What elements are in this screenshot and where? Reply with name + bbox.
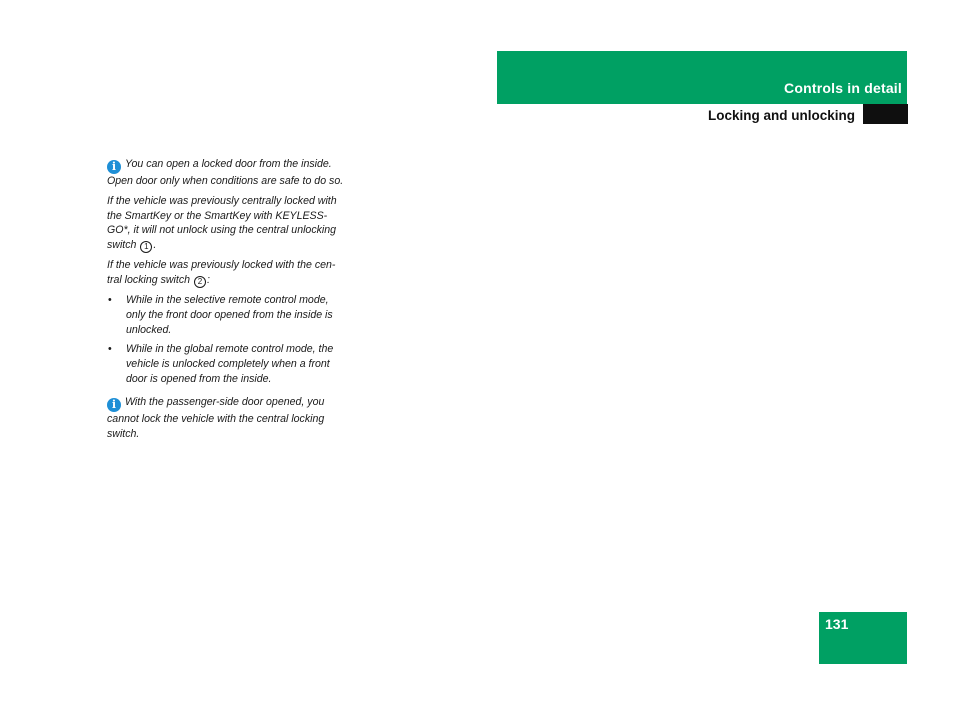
page-number-box	[819, 612, 907, 664]
bullet-list	[107, 293, 349, 387]
info-note-1	[107, 157, 349, 189]
info-icon: i	[107, 398, 121, 412]
info-note-1-text: You can open a locked door from the inside. Open door only when conditions are safe to do so.	[107, 158, 344, 187]
chapter-title: Controls in detail	[784, 80, 902, 96]
list-item-text: While in the global remote control mode, the vehicle is unlocked completely when a front door is opened from the inside.	[126, 343, 334, 385]
paragraph-1-text: If the vehicle was previously centrally locked with the SmartKey or the SmartKey with KEYLESS-GO*, it will not unlock using the central unlocking switch	[107, 194, 337, 252]
main-content	[107, 157, 349, 446]
bullet-symbol: •	[108, 293, 112, 306]
paragraph-1-end: .	[153, 239, 157, 252]
list-item	[107, 342, 349, 386]
info-icon: i	[107, 160, 121, 174]
callout-marker-2: 2	[194, 276, 206, 288]
section-tab-marker	[863, 104, 908, 124]
paragraph-2-end: :	[206, 273, 210, 286]
callout-marker-1: 1	[140, 241, 152, 253]
paragraph-2-text: If the vehicle was previously locked with the cen-tral locking switch	[107, 259, 336, 286]
paragraph-1	[107, 194, 349, 253]
page-number: 131	[825, 616, 849, 632]
bullet-symbol: •	[108, 343, 112, 356]
section-title: Locking and unlocking	[707, 108, 855, 123]
list-item-text: While in the selective remote control mode, only the front door opened from the inside is unlocked.	[126, 293, 333, 336]
list-item	[107, 293, 349, 337]
header-band	[497, 51, 907, 104]
paragraph-2	[107, 258, 349, 288]
info-note-2-text: With the passenger-side door opened, you cannot lock the vehicle with the central locking switch.	[107, 395, 325, 440]
info-note-2	[107, 395, 349, 442]
